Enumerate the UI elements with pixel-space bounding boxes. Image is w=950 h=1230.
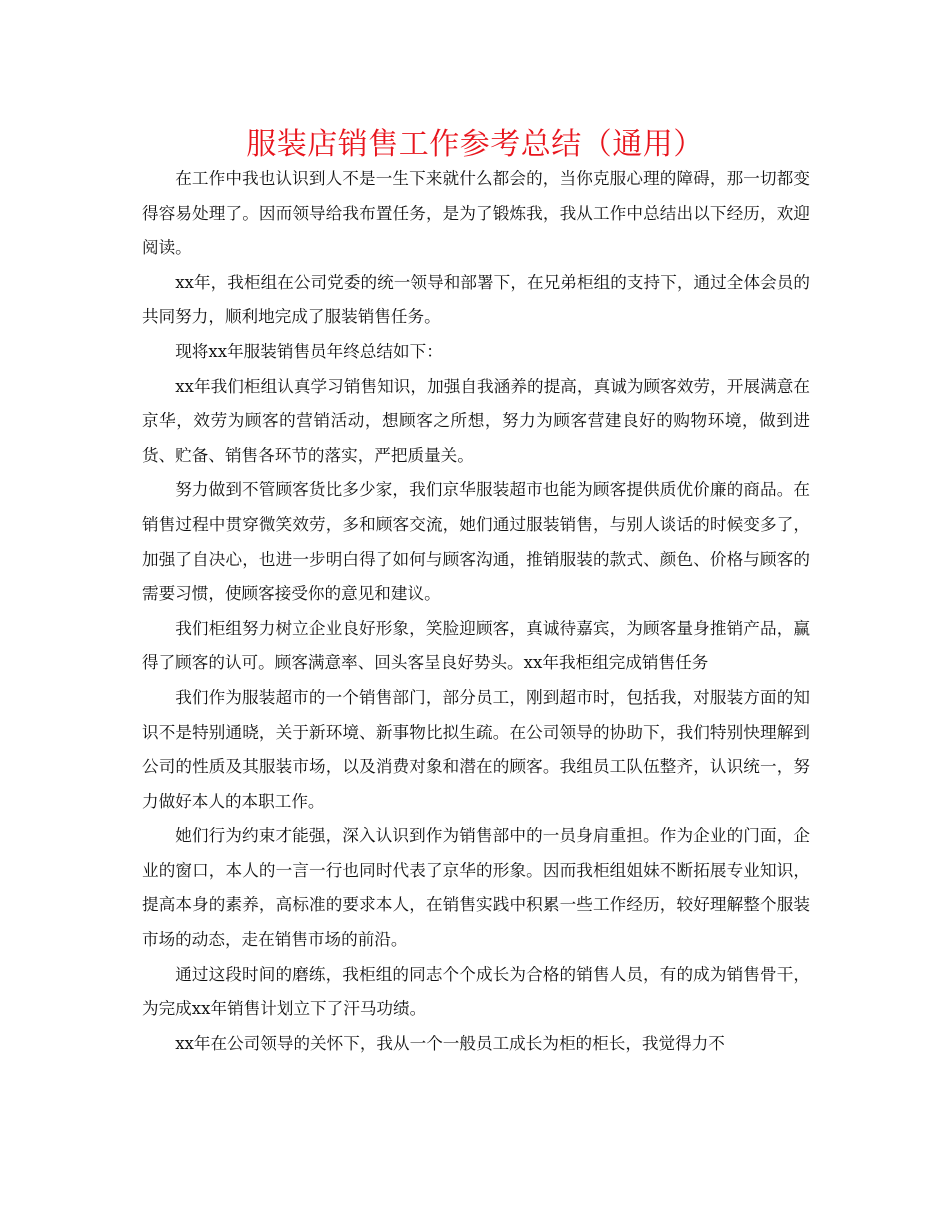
document-title: 服装店销售工作参考总结（通用） <box>246 127 704 162</box>
paragraph-3: 现将xx年服装销售员年终总结如下： <box>175 341 443 361</box>
paragraph-2: xx年，我柜组在公司党委的统一领导和部署下，在兄弟柜组的支持下，通过全体会员的共同努力，顺利地完成了服装销售任务。 <box>142 272 810 327</box>
paragraph-4: xx年我们柜组认真学习销售知识，加强自我涵养的提高，真诚为顾客效劳，开展满意在京华，效劳为顾客的营销活动，想顾客之所想，努力为顾客营建良好的购物环境，做到进货、贮备、销售各环节的落实，严把质量关。 <box>142 376 810 465</box>
paragraph-5: 努力做到不管顾客货比多少家，我们京华服装超市也能为顾客提供质优价廉的商品。在销售过程中贯穿微笑效劳，多和顾客交流，她们通过服装销售，与别人谈话的时候变多了，加强了自决心，也进一步明白得了如何与顾客沟通，推销服装的款式、颜色、价格与顾客的需要习惯，使顾客接受你的意见和建议。 <box>142 480 810 604</box>
paragraph-9: 通过这段时间的磨练，我柜组的同志个个成长为合格的销售人员，有的成为销售骨干，为完成xx年销售计划立下了汗马功绩。 <box>142 964 810 1019</box>
paragraph-1: 在工作中我也认识到人不是一生下来就什么都会的，当你克服心理的障碍，那一切都变得容易处理了。因而领导给我布置任务，是为了锻炼我，我从工作中总结出以下经历，欢迎阅读。 <box>142 169 810 258</box>
paragraph-10: xx年在公司领导的关怀下，我从一个一般员工成长为柜的柜长，我觉得力不 <box>175 1033 725 1053</box>
paragraph-8: 她们行为约束才能强，深入认识到作为销售部中的一员身肩重担。作为企业的门面，企业的窗口，本人的一言一行也同时代表了京华的形象。因而我柜组姐妹不断拓展专业知识，提高本身的素养，高标准的要求本人，在销售实践中积累一些工作经历，较好理解整个服装市场的动态，走在销售市场的前沿。 <box>142 826 810 950</box>
paragraph-7: 我们作为服装超市的一个销售部门，部分员工，刚到超市时，包括我，对服装方面的知识不是特别通晓，关于新环境、新事物比拟生疏。在公司领导的协助下，我们特别快理解到公司的性质及其服装市场，以及消费对象和潜在的顾客。我组员工队伍整齐，认识统一，努力做好本人的本职工作。 <box>142 687 810 811</box>
paragraph-6: 我们柜组努力树立企业良好形象，笑脸迎顾客，真诚待嘉宾，为顾客量身推销产品，赢得了顾客的认可。顾客满意率、回头客呈良好势头。xx年我柜组完成销售任务 <box>142 618 810 673</box>
document-body <box>142 162 810 1061</box>
